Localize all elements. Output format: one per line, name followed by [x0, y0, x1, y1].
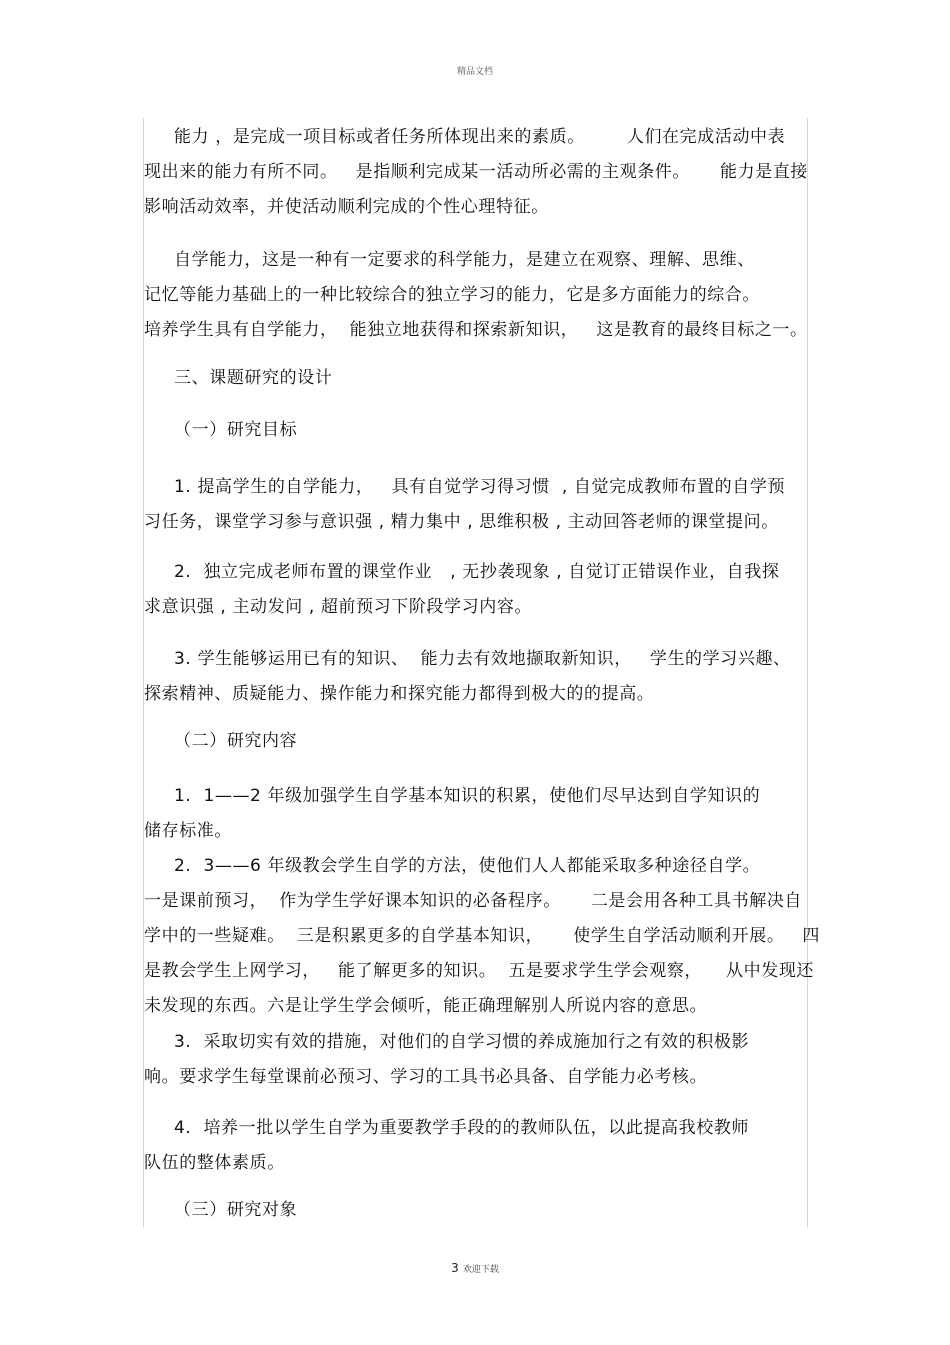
paragraph-line: 1. 1——2 年级加强学生自学基本知识的积累，使他们尽早达到自学知识的 [144, 786, 761, 806]
paragraph-line: 能力 ，是完成一项目标或者任务所体现出来的素质。 人们在完成活动中表 [144, 127, 786, 147]
paragraph-line: 三、课题研究的设计 [144, 368, 333, 388]
paragraph-line: 是教会学生上网学习， 能了解更多的知识。 五是要求学生学会观察， 从中发现还 [144, 961, 815, 981]
paragraph-line: （一）研究目标 [144, 420, 298, 440]
page-header: 精品文档 [456, 67, 493, 77]
page-number: 3 [451, 1261, 459, 1275]
paragraph-line: 3. 学生能够运用已有的知识、 能力去有效地撷取新知识， 学生的学习兴趣、 [144, 649, 791, 669]
paragraph-line: 培养学生具有自学能力， 能独立地获得和探索新知识， 这是教育的最终目标之一。 [144, 320, 808, 340]
paragraph-line: 学中的一些疑难。 三是积累更多的自学基本知识， 使学生自学活动顺利开展。 四 [144, 926, 821, 946]
paragraph-line: 未发现的东西。六是让学生学会倾听，能正确理解别人所说内容的意思。 [144, 996, 708, 1016]
paragraph-line: 2. 3——6 年级教会学生自学的方法，使他们人人都能采取多种途径自学。 [144, 856, 761, 876]
paragraph-line: 影响活动效率，并使活动顺利完成的个性心理特征。 [144, 197, 549, 217]
paragraph-line: 求意识强 , 主动发问 , 超前预习下阶段学习内容。 [144, 597, 533, 617]
page-footer [0, 1261, 950, 1275]
paragraph-line: 现出来的能力有所不同。 是指顺利完成某一活动所必需的主观条件。 能力是直接 [144, 162, 809, 182]
paragraph-line: 储存标准。 [144, 821, 232, 841]
paragraph-line: 习任务，课堂学习参与意识强 , 精力集中 , 思维积极 , 主动回答老师的课堂提问。 [144, 512, 779, 532]
paragraph-line: 记忆等能力基础上的一种比较综合的独立学习的能力，它是多方面能力的综合。 [144, 285, 760, 305]
paragraph-line: 3. 采取切实有效的措施，对他们的自学习惯的养成施加行之有效的积极影 [144, 1032, 750, 1052]
paragraph-line: 自学能力，这是一种有一定要求的科学能力，是建立在观察、理解、思维、 [144, 250, 755, 270]
paragraph-line: 响。要求学生每堂课前必预习、学习的工具书必具备、自学能力必考核。 [144, 1067, 708, 1087]
paragraph-line: 一是课前预习， 作为学生学好课本知识的必备程序。 二是会用各种工具书解决自 [144, 891, 803, 911]
paragraph-line: （三）研究对象 [144, 1200, 298, 1220]
paragraph-line: 探索精神、质疑能力、操作能力和探究能力都得到极大的的提高。 [144, 684, 655, 704]
paragraph-line: 4. 培养一批以学生自学为重要教学手段的的教师队伍，以此提高我校教师 [144, 1118, 750, 1138]
footer-text: 欢迎下载 [462, 1265, 499, 1275]
paragraph-line: 2. 独立完成老师布置的课堂作业 , 无抄袭现象 , 自觉订正错误作业，自我探 [144, 562, 780, 582]
paragraph-line: 1. 提高学生的自学能力， 具有自觉学习得习惯 , 自觉完成教师布置的自学预 [144, 477, 786, 497]
paragraph-line: 队伍的整体素质。 [144, 1153, 285, 1173]
paragraph-line: （二）研究内容 [144, 731, 298, 751]
